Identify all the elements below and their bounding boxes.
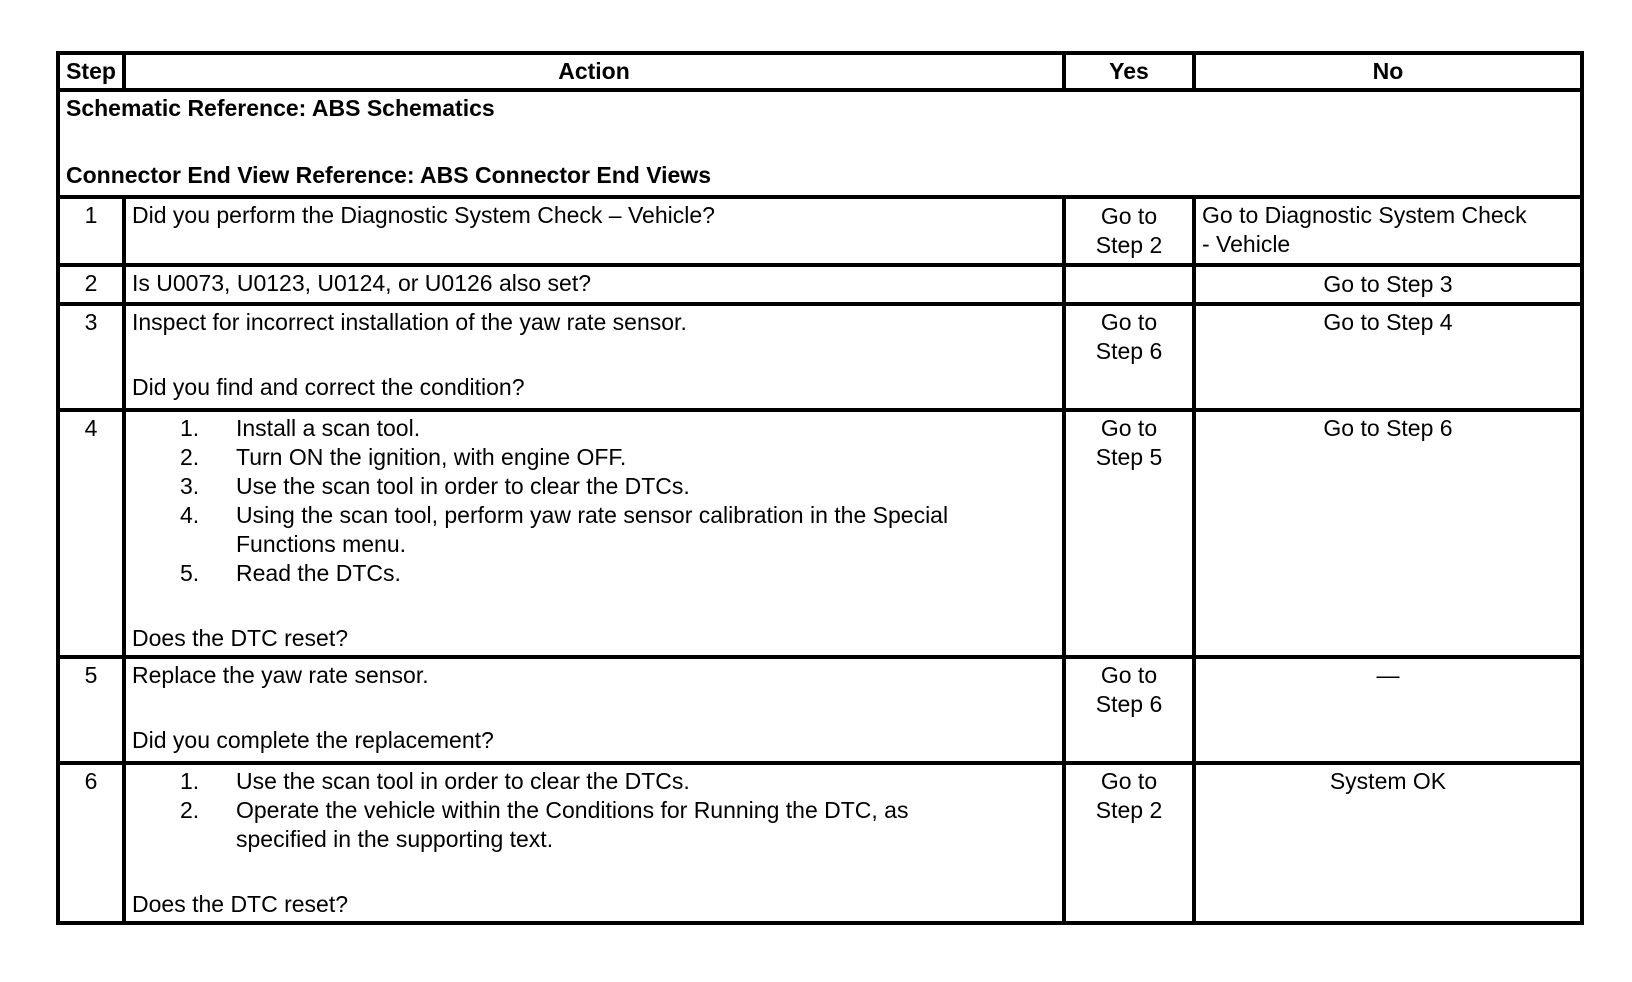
no-cell: System OK [1194,763,1582,923]
action-cell [124,657,1064,763]
step-number: 4 [58,410,124,657]
header-action: Action [124,53,1064,90]
step-number: 6 [58,763,124,923]
list-item [180,443,1056,472]
no-cell [1194,265,1582,304]
action-question: Does the DTC reset? [132,891,349,917]
yes-link[interactable]: Go to Step 5 [1095,415,1163,470]
step-number: 2 [58,265,124,304]
list-item-text: Using the scan tool, perform yaw rate sensor calibration in the Special Functions menu. [236,502,949,557]
table-row-step-5 [58,657,1582,763]
action-cell [124,304,1064,410]
yes-cell [1064,265,1194,304]
yes-cell [1064,410,1194,657]
yes-cell [1064,763,1194,923]
list-item-text: Read the DTCs. [236,560,401,586]
procedure-list [132,414,1056,588]
connector-reference: Connector End View Reference: ABS Connector End Views [66,162,711,188]
action-text: Replace the yaw rate sensor. [132,662,429,688]
table-row-step-3 [58,304,1582,410]
table-row-step-4 [58,410,1582,657]
header-no: No [1194,53,1582,90]
list-item-number: 2. [180,797,200,823]
action-cell [124,763,1064,923]
header-step: Step [58,53,124,90]
procedure-list [132,767,1056,854]
list-item [180,767,1056,796]
no-cell: — [1194,657,1582,763]
yes-link[interactable]: Go to Step 6 [1095,309,1163,364]
schematic-reference: Schematic Reference: ABS Schematics [66,95,495,121]
list-item-text: Use the scan tool in order to clear the DTCs. [236,473,690,499]
no-cell [1194,410,1582,657]
list-item-number: 5. [180,560,200,586]
list-item-text: Operate the vehicle within the Conditions for Running the DTC, as specified in the supporting text. [236,797,909,852]
yes-link[interactable]: Go to Step 2 [1095,203,1163,258]
yes-cell [1064,657,1194,763]
no-link[interactable]: Go to Diagnostic System Check - Vehicle [1202,202,1527,257]
action-text: Did you perform the Diagnostic System Check – Vehicle? [124,197,1064,265]
step-number: 3 [58,304,124,410]
yes-link[interactable]: Go to Step 2 [1095,768,1163,823]
list-item-text: Install a scan tool. [236,415,421,441]
reference-row [58,90,1582,197]
list-item-number: 3. [180,473,200,499]
action-question: Did you complete the replacement? [132,727,494,753]
action-question: Did you find and correct the condition? [132,374,525,400]
no-link[interactable]: Go to Step 3 [1323,271,1453,297]
list-item [180,472,1056,501]
list-item-number: 1. [180,768,200,794]
list-item-text: Use the scan tool in order to clear the DTCs. [236,768,690,794]
list-item [180,501,1056,559]
yes-cell [1064,197,1194,265]
action-cell [124,410,1064,657]
header-row [58,53,1582,90]
list-item-text: Turn ON the ignition, with engine OFF. [236,444,627,470]
reference-cell [58,90,1582,197]
step-number: 1 [58,197,124,265]
yes-cell [1064,304,1194,410]
no-cell [1194,197,1582,265]
action-question: Does the DTC reset? [132,625,349,651]
list-item [180,414,1056,443]
table-row-step-6 [58,763,1582,923]
header-yes: Yes [1064,53,1194,90]
list-item-number: 2. [180,444,200,470]
list-item [180,559,1056,588]
no-link[interactable]: Go to Step 4 [1323,309,1453,335]
list-item-number: 1. [180,415,200,441]
diagnostic-table [56,51,1584,925]
yes-link[interactable]: Go to Step 6 [1095,662,1163,717]
action-text: Inspect for incorrect installation of the yaw rate sensor. [132,309,687,335]
no-cell [1194,304,1582,410]
table-row-step-1 [58,197,1582,265]
table-row-step-2 [58,265,1582,304]
action-text: Is U0073, U0123, U0124, or U0126 also set? [124,265,1064,304]
step-number: 5 [58,657,124,763]
no-link[interactable]: Go to Step 6 [1323,415,1453,441]
list-item [180,796,1056,854]
list-item-number: 4. [180,502,200,528]
